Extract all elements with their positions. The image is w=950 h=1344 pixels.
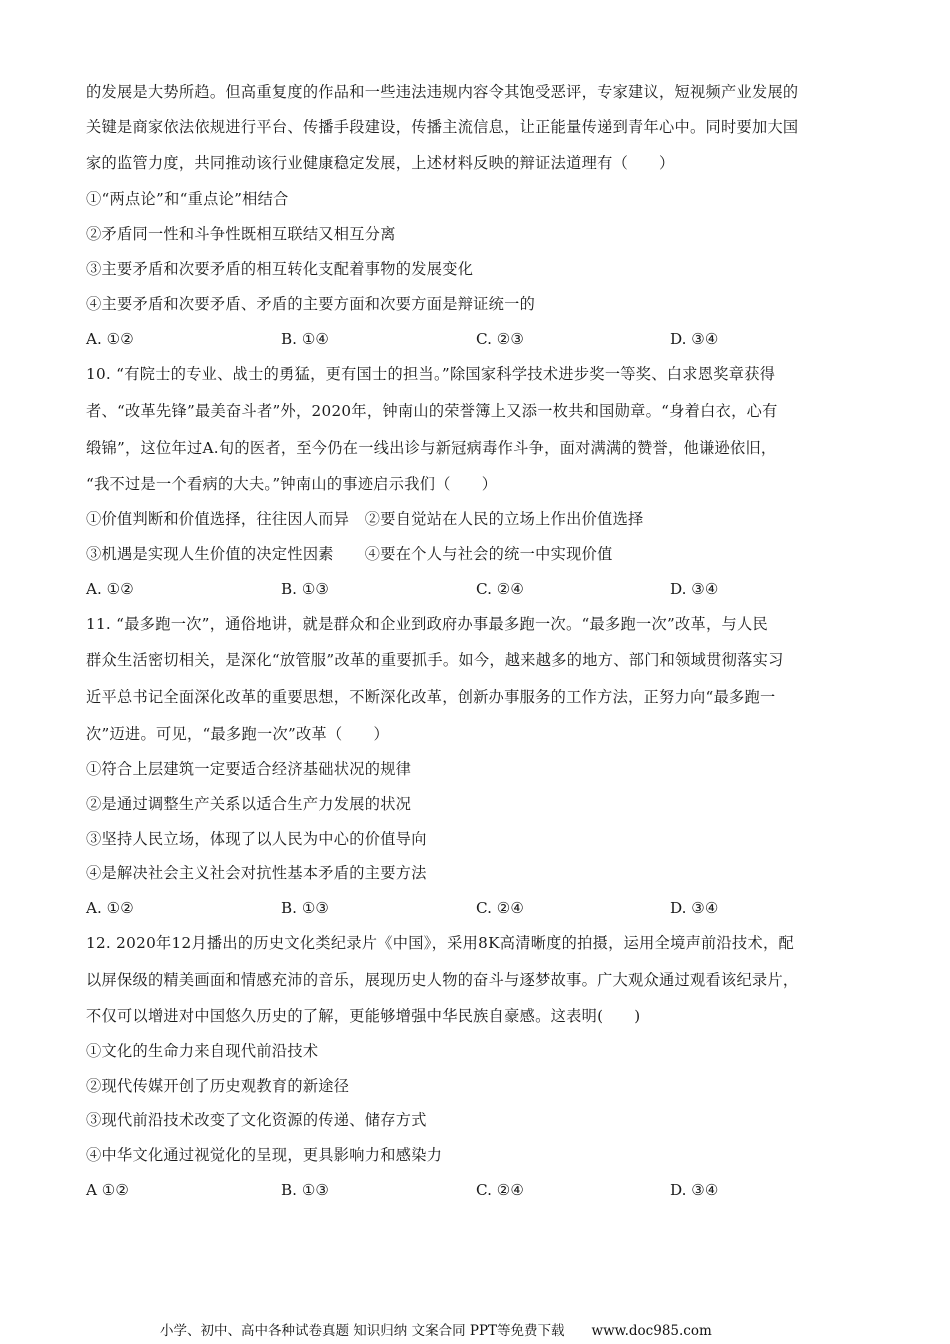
q9-statement: ③主要矛盾和次要矛盾的相互转化支配着事物的发展变化	[86, 260, 474, 278]
q10-statements: ①价值判断和价值选择，往往因人而异 ②要自觉站在人民的立场上作出价值选择	[86, 510, 644, 528]
q10-stem-line: 者、“改革先锋”最美奋斗者”外，2020年，钟南山的荣誉簿上又添一枚共和国勋章。“身着白衣，心有	[86, 402, 778, 420]
option-c: C. ②④	[476, 899, 524, 917]
q12-statement: ④中华文化通过视觉化的呈现，更具影响力和感染力	[86, 1146, 443, 1164]
q11-stem-line: 次”迈进。可见，“最多跑一次”改革（ ）	[86, 725, 389, 743]
q11-statement: ④是解决社会主义社会对抗性基本矛盾的主要方法	[86, 864, 427, 882]
q9-options	[86, 329, 886, 349]
q11-stem-line: 近平总书记全面深化改革的重要思想，不断深化改革，创新办事服务的工作方法，正努力向“最多跑一	[86, 688, 776, 706]
q9-stem-line: 的发展是大势所趋。但高重复度的作品和一些违法违规内容令其饱受恶评，专家建议，短视频产业发展的	[86, 83, 799, 101]
q12-statement: ②现代传媒开创了历史观教育的新途径	[86, 1077, 350, 1095]
q11-statement: ②是通过调整生产关系以适合生产力发展的状况	[86, 795, 412, 813]
q11-statement: ①符合上层建筑一定要适合经济基础状况的规律	[86, 760, 412, 778]
q9-statement: ①“两点论”和“重点论”相结合	[86, 190, 289, 208]
q12-stem-line: 不仅可以增进对中国悠久历史的了解，更能够增强中华民族自豪感。这表明( )	[86, 1007, 641, 1025]
option-d: D. ③④	[670, 1181, 719, 1199]
q10-stem-line: 缎锦”，这位年过A.旬的医者，至今仍在一线出诊与新冠病毒作斗争，面对满满的赞誉，他谦逊依旧，	[86, 439, 777, 457]
page-footer: 小学、初中、高中各种试卷真题 知识归纳 文案合同 PPT等免费下载 www.doc985.com	[160, 1323, 712, 1339]
q10-options	[86, 579, 886, 599]
q12-statement: ③现代前沿技术改变了文化资源的传递、储存方式	[86, 1111, 427, 1129]
q11-options	[86, 898, 886, 918]
option-d: D. ③④	[670, 899, 719, 917]
q9-statement: ②矛盾同一性和斗争性既相互联结又相互分离	[86, 225, 396, 243]
q12-stem-line: 以屏保级的精美画面和情感充沛的音乐，展现历史人物的奋斗与逐梦故事。广大观众通过观看该纪录片，	[86, 971, 799, 989]
q9-stem-line: 家的监管力度，共同推动该行业健康稳定发展，上述材料反映的辩证法道理有（ ）	[86, 154, 675, 172]
q10-stem-line: “我不过是一个看病的大夫。”钟南山的事迹启示我们（ ）	[86, 475, 498, 493]
option-b: B. ①④	[281, 330, 330, 348]
q11-stem-line: 群众生活密切相关，是深化“放管服”改革的重要抓手。如今，越来越多的地方、部门和领域贯彻落实习	[86, 651, 784, 669]
q10-statements: ③机遇是实现人生价值的决定性因素 ④要在个人与社会的统一中实现价值	[86, 545, 613, 563]
option-d: D. ③④	[670, 580, 719, 598]
option-b: B. ①③	[281, 899, 330, 917]
option-c: C. ②④	[476, 1181, 524, 1199]
option-c: C. ②③	[476, 330, 524, 348]
q12-options	[86, 1180, 886, 1200]
q9-stem-line: 关键是商家依法依规进行平台、传播手段建设，传播主流信息，让正能量传递到青年心中。同时要加大国	[86, 118, 799, 136]
q12-statement: ①文化的生命力来自现代前沿技术	[86, 1042, 319, 1060]
option-d: D. ③④	[670, 330, 719, 348]
q10-stem-line: 10. “有院士的专业、战士的勇猛，更有国士的担当。”除国家科学技术进步奖一等奖、白求恩奖章获得	[86, 365, 776, 383]
q11-statement: ③坚持人民立场，体现了以人民为中心的价值导向	[86, 830, 427, 848]
option-b: B. ①③	[281, 1181, 330, 1199]
option-b: B. ①③	[281, 580, 330, 598]
q9-statement: ④主要矛盾和次要矛盾、矛盾的主要方面和次要方面是辩证统一的	[86, 295, 536, 313]
q11-stem-line: 11. “最多跑一次”，通俗地讲，就是群众和企业到政府办事最多跑一次。“最多跑一次”改革，与人民	[86, 615, 768, 633]
option-a: A. ①②	[86, 580, 134, 598]
option-c: C. ②④	[476, 580, 524, 598]
option-a: A. ①②	[86, 330, 134, 348]
option-a: A ①②	[86, 1181, 130, 1199]
option-a: A. ①②	[86, 899, 134, 917]
q12-stem-line: 12. 2020年12月播出的历史文化类纪录片《中国》，采用8K高清晰度的拍摄，运用全境声前沿技术，配	[86, 934, 794, 952]
